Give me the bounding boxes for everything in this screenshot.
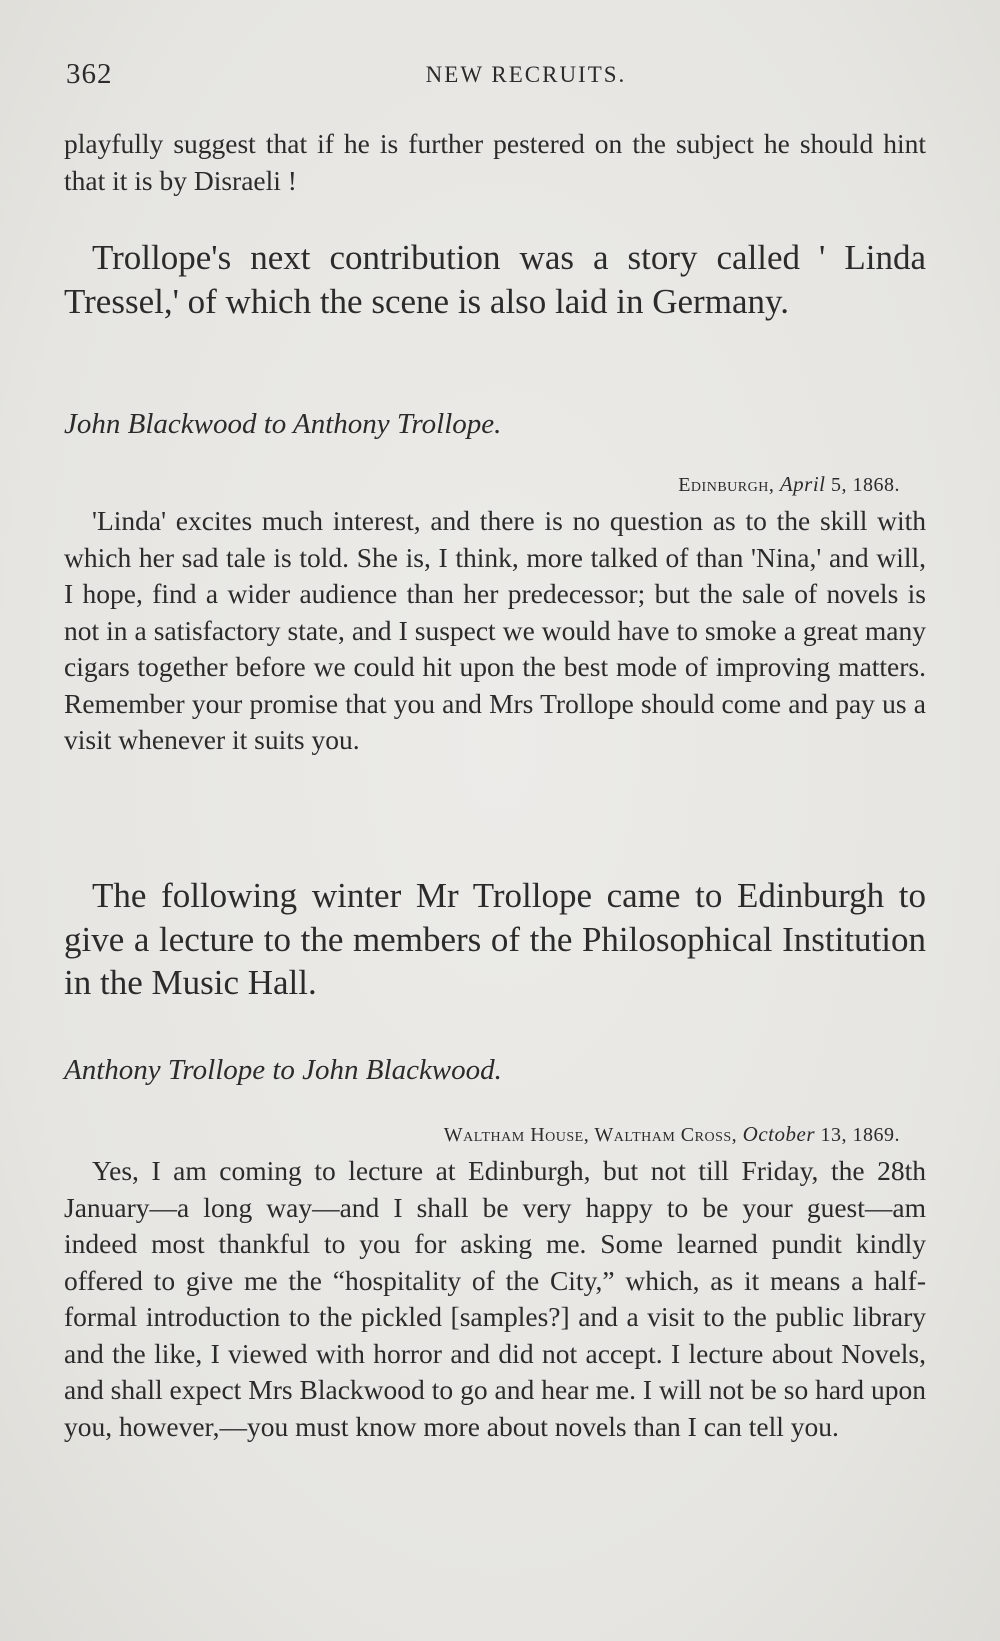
letter1-dateline-month: April <box>779 472 826 496</box>
page-header <box>66 58 926 98</box>
letter2-body-text: Yes, I am coming to lecture at Edinburgh, but not till Friday, the 28th January—a long way—and I shall be very happy to be your guest—am indeed most thankful to you for asking me. Some learned pundit kindly offered to give me the “hospitality of the City,” which, as it means a half-formal introduction to the pickled [samples?] and a visit to the public library and the like, I viewed with horror and did not accept. I lecture about Novels, and shall expect Mrs Blackwood to go and hear me. I will not be so hard upon you, however,—you must know more about novels than I can tell you. <box>64 1155 926 1442</box>
winter-paragraph <box>64 874 926 1005</box>
winter-text: The following winter Mr Trollope came to Edinburgh to give a lecture to the members of the Philosophical Institution in the Music Hall. <box>64 876 926 1002</box>
letter2-dateline-place: Waltham House, Waltham Cross, <box>443 1124 738 1146</box>
letter1-dateline-place: Edinburgh, <box>678 474 775 496</box>
continuation-paragraph <box>64 126 926 199</box>
page-number: 362 <box>66 58 113 90</box>
running-head: NEW RECRUITS. <box>425 62 627 87</box>
linda-text: Trollope's next contribution was a story called ' Linda Tressel,' of which the scene is also laid in Germany. <box>64 238 926 321</box>
letter1-dateline <box>678 472 900 497</box>
letter2-heading: Anthony Trollope to John Blackwood. <box>64 1054 502 1086</box>
letter2-body <box>64 1153 926 1445</box>
letter2-dateline <box>444 1122 900 1147</box>
letter1-body-text: 'Linda' excites much interest, and there is no question as to the skill with which her sad tale is told. She is, I think, more talked of than 'Nina,' and will, I hope, find a wider audience than her predecessor; but the sale of novels is not in a satisfactory state, and I suspect we would have to smoke a great many cigars together before we could hit upon the best mode of improving matters. Remember your promise that you and Mrs Trollope should come and pay us a visit whenever it suits you. <box>64 505 926 755</box>
letter2-dateline-rest: 13, 1869. <box>820 1124 900 1146</box>
letter2-dateline-month: October <box>742 1122 815 1146</box>
linda-paragraph <box>64 236 926 323</box>
letter1-body <box>64 503 926 759</box>
letter1-dateline-rest: 5, 1868. <box>831 474 900 496</box>
continuation-text: playfully suggest that if he is further pestered on the subject he should hint that it is by Disraeli ! <box>64 128 926 196</box>
letter1-heading: John Blackwood to Anthony Trollope. <box>64 408 502 440</box>
